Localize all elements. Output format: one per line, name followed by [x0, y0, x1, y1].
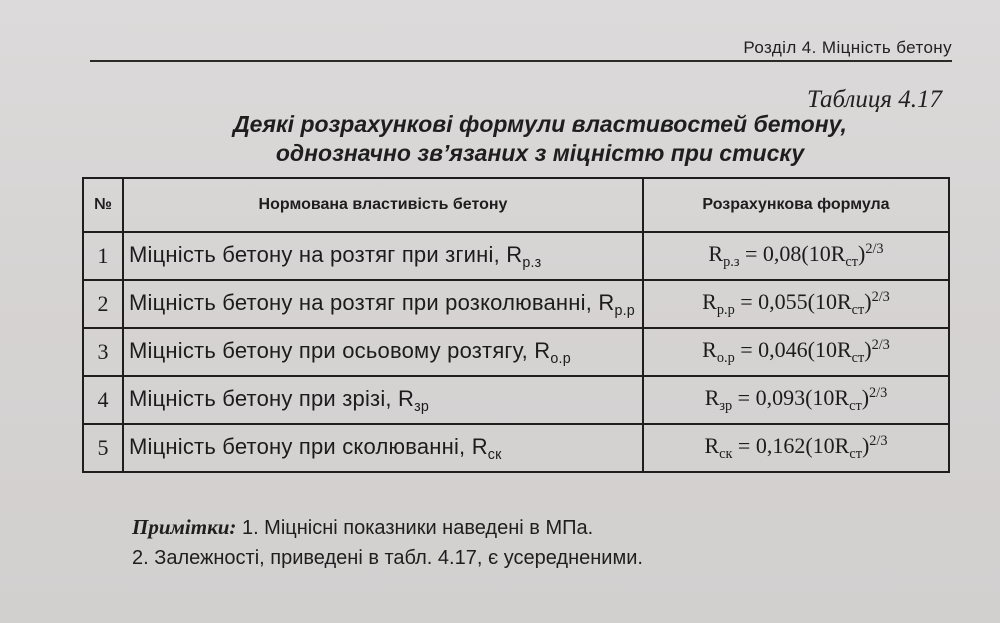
- table-label: Таблиця 4.17: [807, 86, 942, 113]
- formula-open: (10R: [801, 241, 846, 266]
- property-symbol-subscript: ск: [487, 446, 502, 463]
- formula-symbol: R: [702, 289, 717, 314]
- formula-coefficient: 0,093: [755, 385, 806, 410]
- formula-close: ): [861, 385, 870, 410]
- table-row: [83, 328, 949, 376]
- formula-symbol: R: [702, 337, 717, 362]
- formula-equals: =: [739, 241, 763, 266]
- table-row: [83, 376, 949, 424]
- formula-base-subscript: ст: [851, 302, 865, 318]
- table-row: [83, 424, 949, 472]
- header-property: Нормована властивість бетону: [123, 178, 643, 232]
- formula-symbol: R: [704, 385, 720, 410]
- formula-symbol-subscript: р.з: [723, 254, 740, 270]
- formula-close: ): [864, 289, 872, 314]
- formula-base-subscript: ст: [849, 398, 862, 414]
- formula-exponent: 2/3: [869, 385, 888, 402]
- formula-cell: [643, 232, 949, 280]
- property-text: Міцність бетону при сколюванні,: [129, 433, 472, 459]
- formula-equals: =: [734, 289, 759, 314]
- formula-symbol-subscript: ск: [719, 446, 733, 462]
- row-number: 4: [83, 376, 123, 424]
- formula-cell: [643, 280, 949, 328]
- row-number: 1: [83, 232, 123, 280]
- formula-symbol-subscript: зр: [719, 398, 733, 414]
- table-header-row: [83, 178, 949, 232]
- formula-open: (10R: [807, 289, 852, 314]
- formula-exponent: 2/3: [871, 337, 890, 354]
- formula-coefficient: 0,055: [758, 289, 808, 314]
- header-rule: [90, 60, 952, 62]
- property-symbol-subscript: о.р: [550, 350, 571, 367]
- property-symbol: R: [598, 289, 615, 315]
- formula-equals: =: [732, 433, 756, 458]
- formula-symbol-subscript: р.р: [716, 302, 735, 318]
- property-symbol: R: [471, 433, 488, 459]
- property-symbol-subscript: р.р: [614, 302, 635, 319]
- notes-label: Примітки:: [132, 515, 237, 539]
- row-number: 5: [83, 424, 123, 472]
- note-line-2: 2. Залежності, приведені в табл. 4.17, є усередненими.: [132, 547, 643, 569]
- formula-equals: =: [732, 385, 756, 410]
- formula-cell: [643, 328, 949, 376]
- property-cell: [123, 232, 643, 280]
- table-row: [83, 232, 949, 280]
- property-symbol: R: [398, 385, 415, 411]
- property-text: Міцність бетону при осьовому розтягу,: [129, 337, 535, 363]
- formula-coefficient: 0,046: [758, 337, 808, 362]
- formula-exponent: 2/3: [865, 241, 884, 258]
- property-text: Міцність бетону на розтяг при розколюванні,: [129, 289, 599, 315]
- formula-exponent: 2/3: [871, 289, 890, 306]
- property-cell: [123, 376, 643, 424]
- formula-symbol: R: [704, 433, 720, 458]
- formula-cell: [643, 424, 949, 472]
- formula-close: ): [861, 433, 870, 458]
- row-number: 3: [83, 328, 123, 376]
- formula-coefficient: 0,162: [755, 433, 806, 458]
- formula-open: (10R: [805, 433, 850, 458]
- header-num: №: [83, 178, 123, 232]
- table-title-line-1: Деякі розрахункові формули властивостей бетону,: [233, 111, 847, 137]
- property-text: Міцність бетону на розтяг при згині,: [129, 241, 507, 267]
- note-line-1: [132, 512, 912, 543]
- table-row: [83, 280, 949, 328]
- formula-open: (10R: [807, 337, 852, 362]
- header-formula: Розрахункова формула: [643, 178, 949, 232]
- table-notes: [132, 512, 912, 573]
- property-cell: [123, 280, 643, 328]
- formula-symbol: R: [708, 241, 724, 266]
- formula-base-subscript: ст: [851, 350, 865, 366]
- property-symbol: R: [506, 241, 523, 267]
- formula-open: (10R: [805, 385, 850, 410]
- running-head: Розділ 4. Міцність бетону: [743, 38, 952, 57]
- formula-symbol-subscript: о.р: [716, 350, 735, 366]
- formula-close: ): [857, 241, 866, 266]
- note-1: 1. Міцнісні показники наведені в МПа.: [236, 517, 594, 539]
- property-symbol-subscript: зр: [414, 398, 430, 415]
- property-cell: [123, 424, 643, 472]
- properties-table: [82, 177, 950, 473]
- row-number: 2: [83, 280, 123, 328]
- formula-coefficient: 0,08: [762, 241, 802, 266]
- formula-base-subscript: ст: [845, 254, 858, 270]
- formula-base-subscript: ст: [849, 446, 862, 462]
- property-cell: [123, 328, 643, 376]
- formula-close: ): [864, 337, 872, 362]
- formula-cell: [643, 376, 949, 424]
- property-symbol: R: [534, 337, 551, 363]
- table-title-line-2: однозначно зв’язаних з міцністю при стиску: [275, 140, 805, 166]
- formula-exponent: 2/3: [869, 433, 888, 450]
- property-symbol-subscript: р.з: [522, 254, 542, 271]
- table-title: [150, 110, 930, 168]
- property-text: Міцність бетону при зрізі,: [129, 385, 399, 411]
- formula-equals: =: [734, 337, 759, 362]
